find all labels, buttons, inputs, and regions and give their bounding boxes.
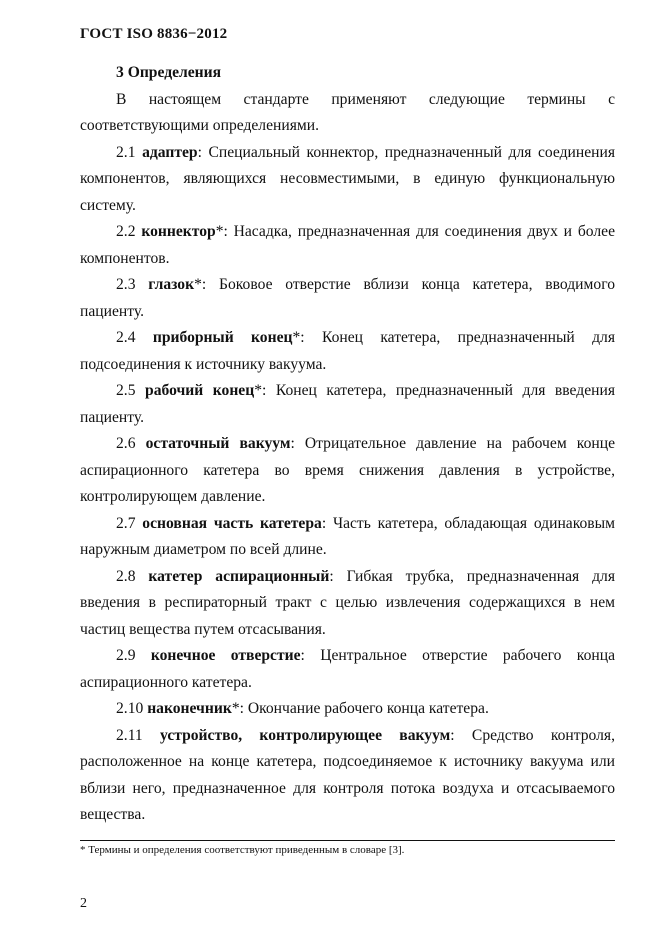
section-intro: В настоящем стандарте применяют следующие термины с соответствующими определениями.	[80, 90, 615, 134]
definition-term: адаптер	[142, 143, 198, 161]
definition-mark: *	[194, 276, 202, 293]
definition-number: 2.7	[116, 514, 143, 532]
definition-text: : Насадка, предназначенная для соединения двух и более компонентов.	[80, 223, 615, 267]
definition-2-7	[80, 511, 615, 564]
definition-2-5	[80, 378, 615, 431]
definition-number: 2.5	[116, 382, 146, 399]
definition-term: устройство, контролирующее вакуум	[160, 726, 451, 744]
section-title: 3 Определения	[116, 64, 222, 81]
definition-text: : Часть катетера, обладающая одинаковым наружным диаметром по всей длине.	[80, 514, 616, 558]
page-number: 2	[80, 896, 87, 911]
definition-text: : Конец катетера, предназначенный для введения пациенту.	[80, 382, 615, 426]
definition-2-3	[80, 272, 615, 325]
definition-2-9	[80, 643, 615, 696]
definition-2-6	[80, 431, 615, 511]
definition-number: 2.10	[116, 700, 148, 717]
definition-text: : Центральное отверстие рабочего конца аспирационного катетера.	[80, 647, 616, 691]
definition-mark: *	[292, 329, 301, 346]
definition-number: 2.1	[116, 143, 143, 161]
definition-2-1	[80, 140, 615, 220]
definition-number: 2.2	[116, 223, 142, 240]
definition-text: : Боковое отверстие вблизи конца катетера, вводимого пациенту.	[80, 276, 615, 320]
definition-number: 2.11	[116, 726, 160, 744]
definition-term: основная часть катетера	[142, 514, 322, 532]
document-header: ГОСТ ISO 8836−2012	[80, 26, 228, 42]
page-content	[80, 60, 615, 829]
definition-term: коннектор	[141, 223, 216, 240]
definition-2-4	[80, 325, 615, 378]
definition-2-2	[80, 219, 615, 272]
definition-2-8	[80, 564, 615, 644]
definition-term: глазок	[148, 276, 195, 293]
definition-2-10	[80, 696, 615, 723]
definition-number: 2.6	[116, 435, 146, 452]
definition-text: : Средство контроля, расположенное на конце катетера, подсоединяемое к источнику вакуума или вблизи него, предназначенное для контроля потока воздуха и отсасываемого вещества.	[80, 726, 616, 823]
definition-2-11	[80, 723, 615, 829]
definition-text: : Конец катетера, предназначенный для подсоединения к источнику вакуума.	[80, 329, 615, 373]
definition-term: катетер аспирационный	[148, 567, 330, 585]
definition-term: приборный конец	[152, 329, 293, 346]
definition-term: остаточный вакуум	[145, 435, 291, 452]
footnote-divider	[80, 840, 615, 841]
definition-text: : Окончание рабочего конца катетера.	[239, 700, 489, 717]
definition-term: конечное отверстие	[150, 647, 301, 664]
definition-number: 2.4	[116, 329, 153, 346]
definition-term: наконечник	[147, 700, 232, 717]
definition-text: : Специальный коннектор, предназначенный для соединения компонентов, являющихся несовместимыми, в единую функциональную систему.	[80, 143, 615, 214]
definition-mark: *	[254, 382, 263, 399]
definition-text: : Гибкая трубка, предназначенная для введения в респираторный тракт с целью извлечения содержащихся в нем частиц вещества путем отсасывания.	[80, 567, 616, 638]
definition-number: 2.3	[116, 276, 149, 293]
definition-mark: *	[231, 700, 240, 717]
definition-number: 2.8	[116, 567, 149, 585]
definition-number: 2.9	[116, 647, 151, 664]
definition-text: : Отрицательное давление на рабочем конце аспирационного катетера во время снижения давления в устройстве, контролирующем давление.	[80, 435, 615, 505]
definition-term: рабочий конец	[145, 382, 255, 399]
footnote: * Термины и определения соответствуют приведенным в словаре [3].	[80, 844, 405, 856]
definition-mark: *	[215, 223, 224, 240]
